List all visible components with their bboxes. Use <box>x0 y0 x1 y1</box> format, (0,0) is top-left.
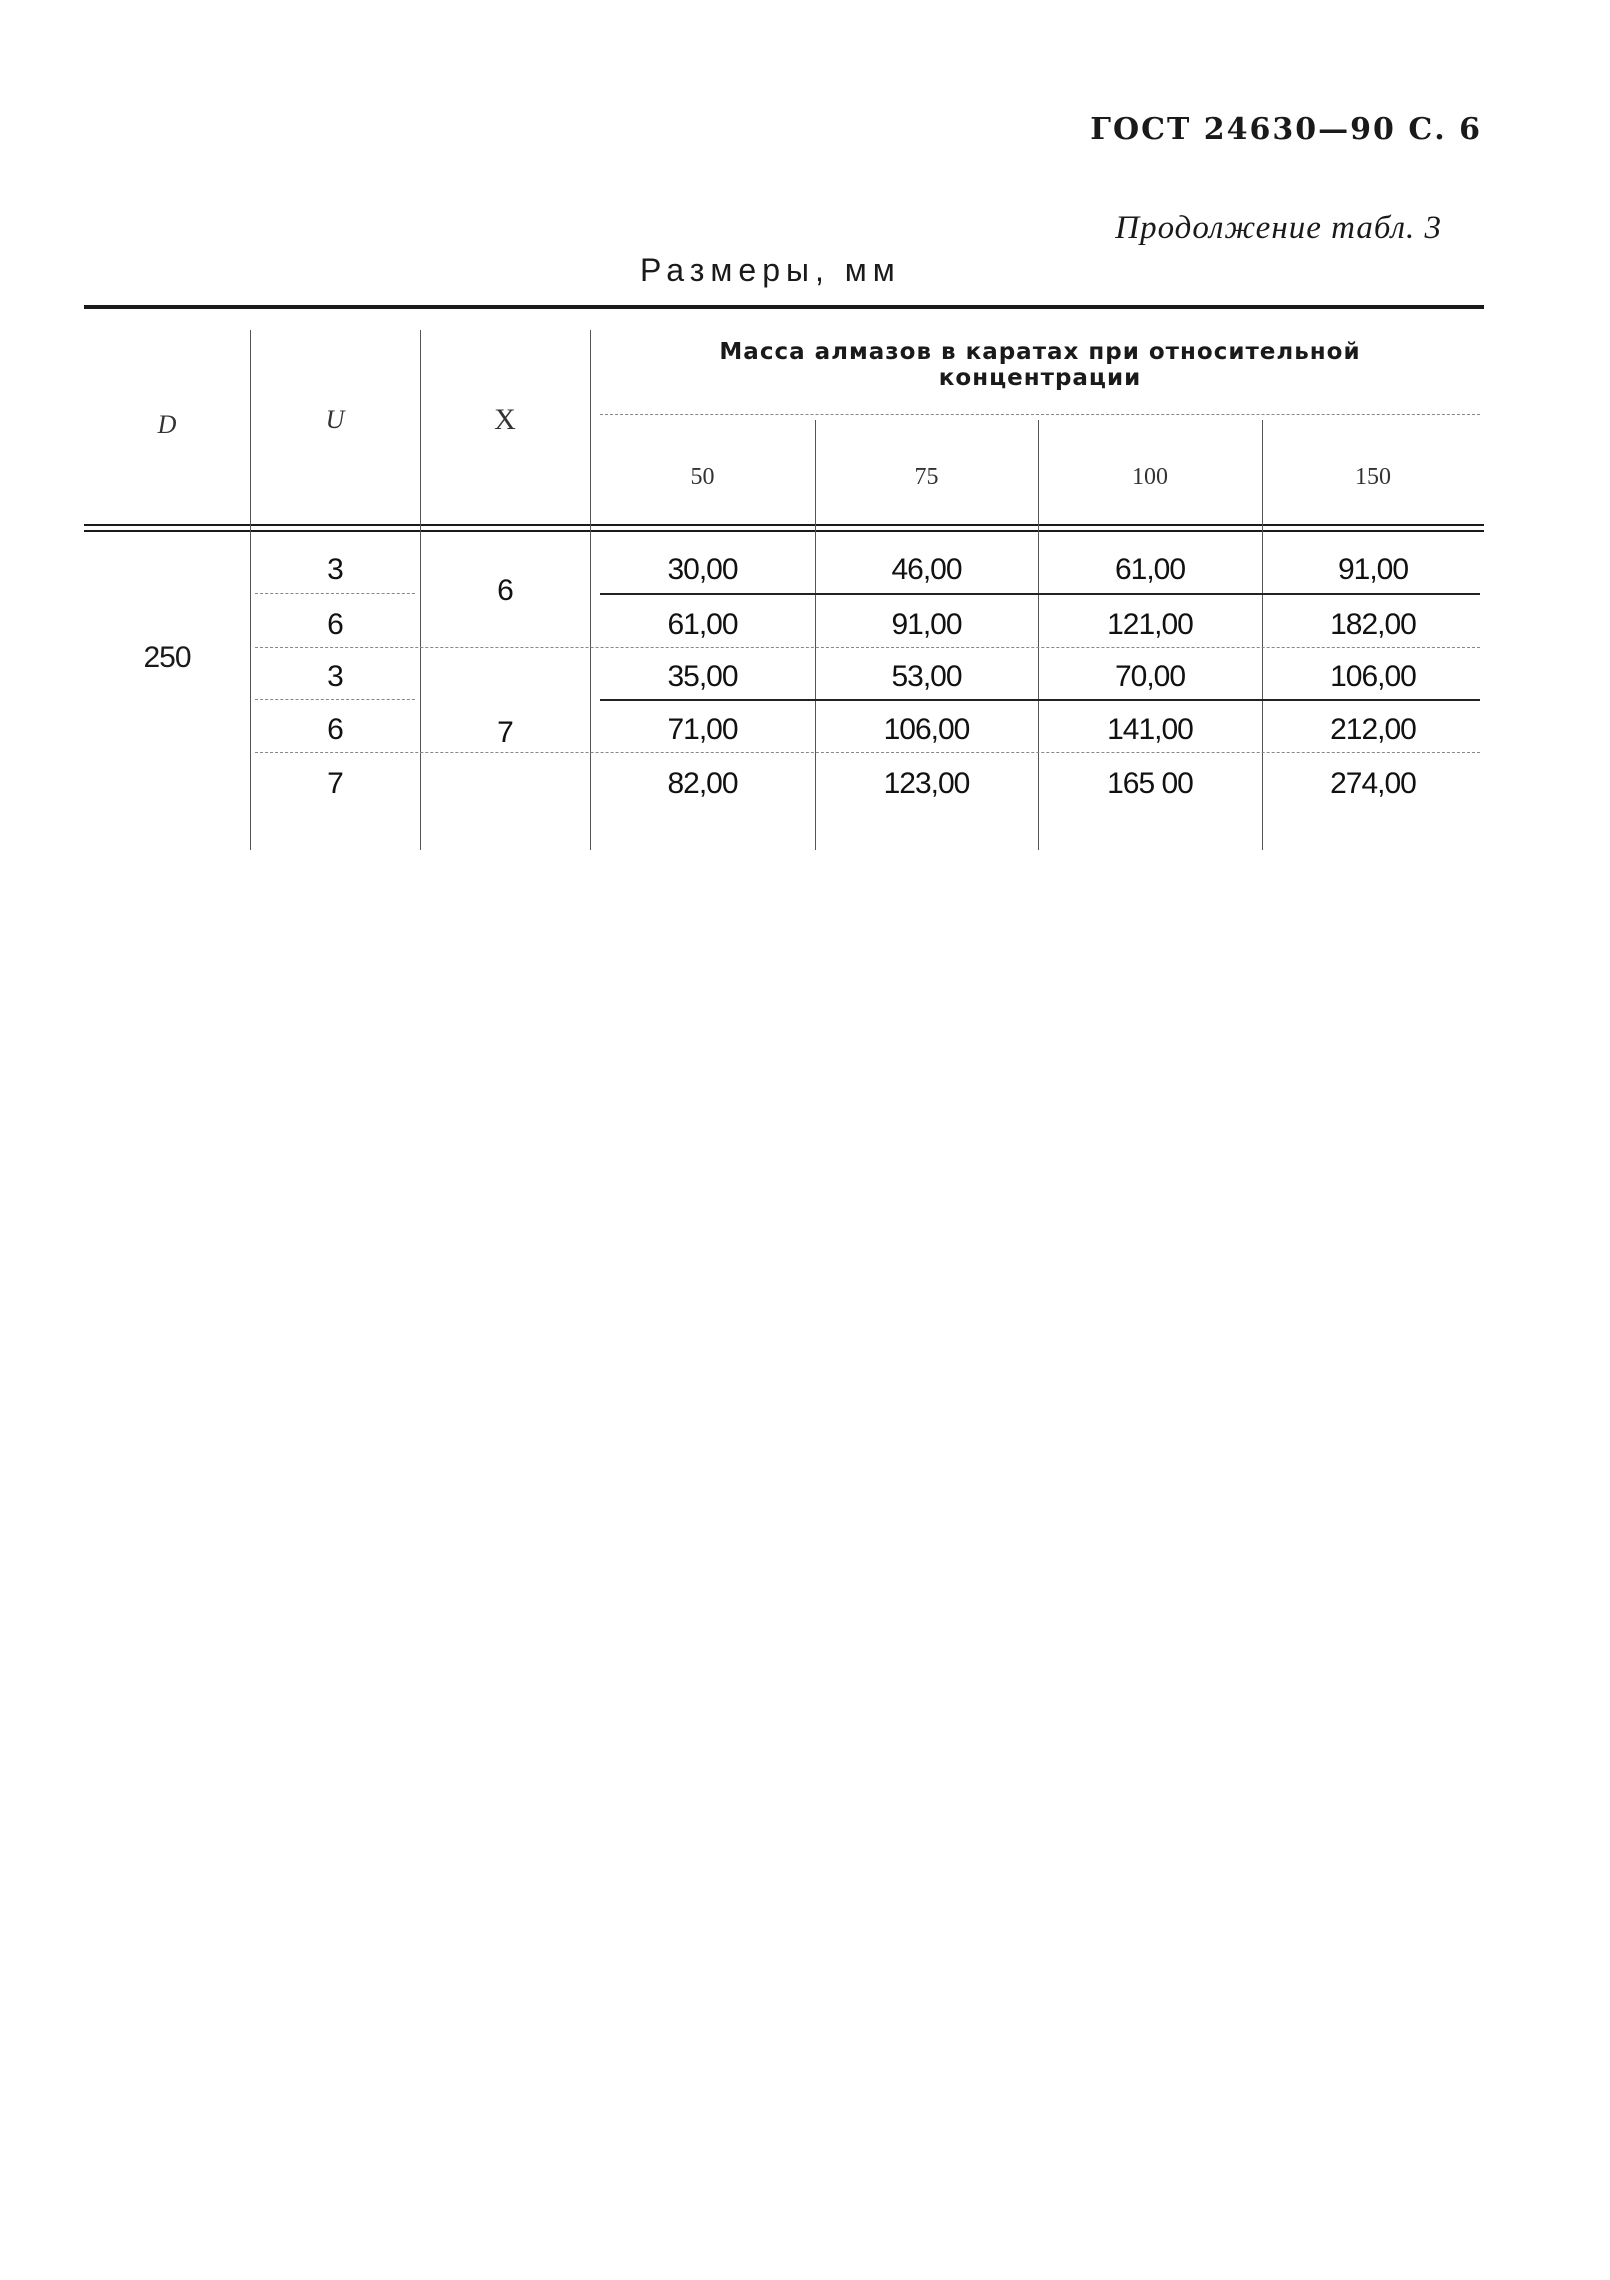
mass-value: 70,00 <box>1114 660 1186 693</box>
row-separator <box>255 593 415 594</box>
u-value: 7 <box>327 767 343 800</box>
mass-value: 121,00 <box>1107 608 1193 641</box>
concentration-group-title <box>600 335 1480 395</box>
mass-value: 71,00 <box>667 713 738 746</box>
x-value-cell: 7 <box>497 715 513 749</box>
row-separator <box>255 752 1480 753</box>
table-top-rule <box>84 305 1484 309</box>
mass-value: 61,00 <box>667 608 738 641</box>
concentration-header-150: 150 <box>1355 463 1391 490</box>
u-value: 6 <box>327 713 343 746</box>
header-bottom-rule <box>84 524 1484 526</box>
mass-value: 53,00 <box>891 660 962 693</box>
concentration-header-50: 50 <box>690 463 715 490</box>
mass-value: 106,00 <box>1330 660 1416 693</box>
mass-value: 91,00 <box>1337 553 1409 586</box>
group-title-line-1: Масса алмазов в каратах при относительной <box>719 339 1361 365</box>
mass-value: 212,00 <box>1330 713 1416 746</box>
mass-value: 35,00 <box>667 660 738 693</box>
mass-value: 30,00 <box>667 553 738 586</box>
row-separator <box>600 699 1480 701</box>
d-value: 250 <box>143 641 191 674</box>
row-separator <box>600 593 1480 595</box>
mass-value: 91,00 <box>891 608 962 641</box>
concentration-header-75: 75 <box>914 463 939 490</box>
mass-value: 106,00 <box>883 713 970 746</box>
u-value: 6 <box>327 608 343 641</box>
units-caption: Размеры, мм <box>640 252 901 288</box>
group-title-rule <box>600 414 1480 415</box>
mass-value: 46,00 <box>891 553 962 586</box>
column-header-d: D <box>157 410 177 439</box>
u-value: 3 <box>327 660 343 693</box>
column-header-x: X <box>494 403 516 436</box>
concentration-header-100: 100 <box>1132 463 1168 490</box>
mass-value: 123,00 <box>883 767 970 800</box>
u-value: 3 <box>327 553 343 586</box>
mass-value: 274,00 <box>1330 767 1416 800</box>
mass-value: 82,00 <box>667 767 738 800</box>
table-continuation-note: Продолжение табл. 3 <box>1115 210 1442 246</box>
mass-value: 182,00 <box>1330 608 1416 641</box>
d-value-cell <box>84 535 250 855</box>
row-separator <box>255 647 1480 648</box>
mass-value: 61,00 <box>1114 553 1186 586</box>
document-reference: ГОСТ 24630—90 С. 6 <box>1090 112 1482 147</box>
x-value-cell: 6 <box>497 574 513 607</box>
row-separator <box>255 699 415 700</box>
mass-value: 165 00 <box>1107 767 1193 800</box>
group-title-line-2: концентрации <box>938 365 1142 391</box>
mass-value: 141,00 <box>1107 713 1193 746</box>
column-header-u: U <box>325 405 345 434</box>
header-bottom-rule-2 <box>84 530 1484 532</box>
